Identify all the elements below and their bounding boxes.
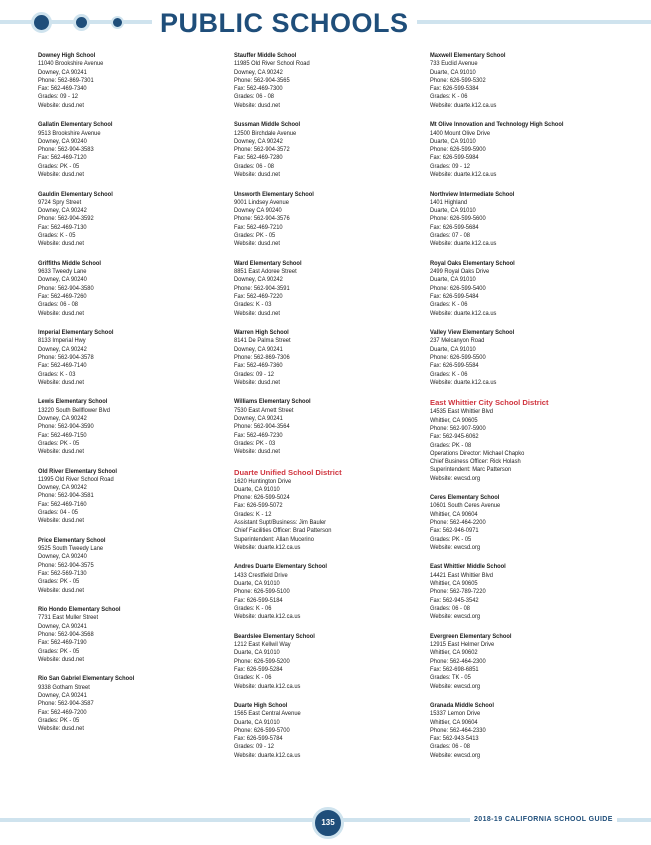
entry-line: Fax: 626-599-5984 [430,154,479,162]
entry-line: Phone: 562-904-3576 [234,215,290,223]
entry-line[interactable]: Website: dusd.net [234,448,280,456]
entry-line: 2499 Royal Oaks Drive [430,268,490,276]
entry-line: Whittier, CA 90604 [430,510,478,518]
entry-line: Phone: 626-599-5024 [234,494,290,502]
entry-line: 12915 East Helmer Drive [430,641,495,649]
entry-line: Phone: 626-599-5700 [234,726,290,734]
entry-line: Downey, CA 90242 [234,68,283,76]
entry-line: 1433 Crestfield Drive [234,571,288,579]
school-entry [430,260,630,318]
entry-line: Phone: 562-904-3575 [38,561,94,569]
entry-line: Phone: 562-907-5900 [430,424,486,432]
school-name: Maxwell Elementary School [430,52,506,59]
guide-title-box [470,814,617,826]
entry-line: 14421 East Whittier Blvd [430,571,493,579]
school-entry [38,260,228,318]
entry-line: Fax: 562-943-5413 [430,735,479,743]
entry-line: Phone: 562-904-3564 [234,423,290,431]
entry-line: 7530 East Arnett Street [234,406,294,414]
entry-line: Phone: 562-464-2200 [430,519,486,527]
school-entry [234,563,424,621]
entry-line[interactable]: Website: dusd.net [38,101,84,109]
school-entry [234,633,424,691]
school-name: East Whittier Middle School [430,563,506,571]
school-name: Downey High School [38,52,96,59]
entry-line: 9633 Tweedy Lane [38,268,87,276]
entry-line: Duarte, CA 91010 [430,276,476,284]
school-entry [38,537,228,595]
entry-line: Grades: K - 03 [38,370,76,378]
school-entry [430,702,630,760]
entry-line: Phone: 626-599-5200 [234,657,290,665]
school-entry [430,52,630,110]
entry-line[interactable]: Website: ewcsd.org [430,543,481,551]
school-entry [234,121,424,179]
entry-line: Fax: 562-469-7190 [38,639,87,647]
entry-line: Duarte, CA 91010 [430,68,476,76]
entry-line[interactable]: Website: dusd.net [38,171,84,179]
entry-line: Fax: 562-469-7210 [234,223,283,231]
entry-line: Grades: 09 - 12 [234,743,274,751]
entry-line: Duarte, CA 91010 [430,137,476,145]
entry-line: 1620 Huntington Drive [234,477,292,485]
entry-line: Fax: 626-599-5072 [234,502,283,510]
entry-line: Duarte, CA 91010 [234,485,280,493]
entry-line: Assistant Supt/Business: Jim Bauler [234,519,327,527]
entry-line[interactable]: Website: dusd.net [234,378,280,386]
entry-line[interactable]: Website: dusd.net [38,309,84,317]
entry-line: Fax: 562-946-0971 [430,527,479,535]
school-name: Lewis Elementary School [38,398,108,406]
school-name: Rio Hondo Elementary School [38,606,121,614]
entry-line: Downey, CA 90240 [38,553,87,561]
entry-line: Grades: 06 - 08 [234,93,274,101]
entry-line: Fax: 562-945-3542 [430,596,479,604]
entry-line: Operations Director: Michael Chapko [430,449,525,457]
entry-line: Downey, CA 90242 [38,414,87,422]
school-name: Northview Intermediate School [430,190,515,198]
school-name: Unsworth Elementary School [234,190,314,198]
entry-line[interactable]: Website: duarte.k12.ca.us [234,682,301,690]
entry-line: Phone: 562-464-2330 [430,726,486,734]
entry-line[interactable]: Website: duarte.k12.ca.us [430,240,497,248]
entry-line: Grades: 06 - 08 [38,301,78,309]
entry-line: 1400 Mount Olive Drive [430,129,491,137]
entry-line: 9338 Gotham Street [38,683,90,691]
school-name: Duarte High School [234,701,288,709]
entry-line: Grades: K - 06 [430,370,468,378]
school-entry [38,329,228,387]
entry-line: 9001 Lindsey Avenue [234,198,289,206]
school-name: Imperial Elementary School [38,329,114,337]
entry-line: Downey, CA 90241 [38,691,87,699]
school-name: Williams Elementary School [234,398,311,406]
entry-line: Fax: 562-469-7260 [38,292,87,300]
school-entry [430,329,630,387]
school-entry [38,121,228,179]
entry-line[interactable]: Website: dusd.net [38,655,84,663]
entry-line: Grades: 06 - 08 [430,604,470,612]
entry-line: Fax: 562-469-7160 [38,500,87,508]
entry-line: 8141 De Palma Street [234,337,291,345]
entry-line: 9724 Spry Street [38,198,82,206]
entry-line: Grades: 04 - 05 [38,509,78,517]
entry-line: Downey, CA 90241 [38,622,87,630]
entry-line: Grades: PK - 05 [38,162,80,170]
entry-line: Downey, CA 90241 [234,345,283,353]
entry-line: Downey, CA 90242 [38,345,87,353]
school-entry [38,398,228,456]
entry-line: Duarte, CA 91010 [430,345,476,353]
entry-line: Phone: 626-599-5600 [430,215,486,223]
entry-line: Fax: 626-599-5484 [430,292,479,300]
school-name: Gallatin Elementary School [38,121,113,129]
entry-line: Fax: 562-469-7360 [234,362,283,370]
entry-line: Grades: K - 06 [234,674,272,682]
entry-line: Duarte, CA 91010 [234,580,280,588]
directory-column-3 [430,52,630,771]
school-name: Ceres Elementary School [430,494,500,502]
entry-line: 11985 Old River School Road [234,60,310,68]
entry-line: Grades: 09 - 12 [38,93,78,101]
entry-line: Grades: K - 05 [38,232,76,240]
entry-line: Downey, CA 90242 [38,207,87,215]
entry-line: Fax: 626-599-5384 [430,85,479,93]
entry-line: Whittier, CA 90605 [430,416,478,424]
entry-line[interactable]: Website: duarte.k12.ca.us [234,613,301,621]
entry-line: Grades: 07 - 08 [430,232,470,240]
entry-line: Phone: 562-904-3565 [234,76,290,84]
school-entry [38,52,228,110]
entry-line[interactable]: Website: ewcsd.org [430,613,481,621]
entry-line: Downey, CA 90241 [234,414,283,422]
school-name: Mt Olive Innovation and Technology High School [430,121,564,129]
entry-line: 12500 Birchdale Avenue [234,129,297,137]
entry-line: Phone: 562-904-3583 [38,146,94,154]
school-name: Price Elementary School [38,536,106,544]
school-entry [234,702,424,760]
district-entry [430,398,630,483]
page-number: 135 [312,807,344,839]
page-title: PUBLIC SCHOOLS [160,8,409,38]
school-entry [430,494,630,552]
school-name: Warren High School [234,329,289,337]
school-entry [430,563,630,621]
entry-line: Phone: 562-904-3568 [38,631,94,639]
entry-line: Phone: 562-904-3590 [38,423,94,431]
entry-line: Downey, CA 90242 [234,137,283,145]
entry-line: Grades: PK - 05 [234,232,276,240]
entry-line: Fax: 562-469-7300 [234,85,283,93]
entry-line: Downey, CA 90242 [234,276,283,284]
entry-line: Superintendent: Marc Patterson [430,466,512,474]
school-name: Gauldin Elementary School [38,190,113,198]
entry-line: Whittier, CA 90602 [430,649,478,657]
entry-line: Grades: K - 03 [234,301,272,309]
entry-line: Downey, CA 90240 [38,276,87,284]
school-name: Beardslee Elementary School [234,632,315,640]
school-name: Evergreen Elementary School [430,632,512,640]
entry-line: Phone: 562-904-3591 [234,284,290,292]
entry-line: Phone: 562-464-2300 [430,657,486,665]
entry-line: Phone: 562-869-7301 [38,76,94,84]
entry-line: Phone: 562-904-3581 [38,492,94,500]
entry-line[interactable]: Website: dusd.net [38,725,84,733]
entry-line[interactable]: Website: dusd.net [38,240,84,248]
school-entry [430,191,630,249]
entry-line: Grades: PK - 05 [38,716,80,724]
school-name: Stauffer Middle School [234,52,297,59]
entry-line: Phone: 562-904-3580 [38,284,94,292]
entry-line[interactable]: Website: duarte.k12.ca.us [430,171,497,179]
entry-line: Grades: PK - 05 [38,578,80,586]
entry-line[interactable]: Website: ewcsd.org [430,474,481,482]
entry-line: Superintendent: Allan Mucerino [234,535,314,543]
entry-line: Phone: 562-869-7306 [234,353,290,361]
entry-line: Fax: 562-469-7130 [38,223,87,231]
entry-line: Phone: 562-789-7220 [430,588,486,596]
entry-line: Phone: 626-599-5100 [234,588,290,596]
entry-line: Chief Business Officer: Rick Holash [430,458,521,466]
entry-line: Phone: 562-904-3587 [38,700,94,708]
school-name: Old River Elementary School [38,467,117,475]
entry-line: 8133 Imperial Hwy [38,337,86,345]
entry-line: Fax: 562-469-7140 [38,362,87,370]
entry-line[interactable]: Website: dusd.net [234,240,280,248]
entry-line: Grades: PK - 08 [430,441,472,449]
entry-line: Grades: PK - 05 [430,535,472,543]
entry-line: Phone: 626-599-5900 [430,146,486,154]
entry-line: Downey CA 90240 [234,207,282,215]
school-name: Granada Middle School [430,701,494,709]
header-dot-large [31,12,52,33]
entry-line: 13220 South Bellflower Blvd [38,406,110,414]
school-name: Sussman Middle School [234,121,301,129]
entry-line: Duarte, CA 91010 [430,207,476,215]
entry-line: Fax: 562-945-6062 [430,433,479,441]
school-name: Valley View Elementary School [430,329,515,337]
directory-column-2 [234,52,424,771]
entry-line[interactable]: Website: duarte.k12.ca.us [430,378,497,386]
entry-line: Fax: 626-599-5584 [430,362,479,370]
entry-line: 1401 Highland [430,198,468,206]
school-entry [38,191,228,249]
entry-line: Whittier, CA 90604 [430,718,478,726]
entry-line: Phone: 626-599-5302 [430,76,486,84]
entry-line: Grades: K - 06 [234,604,272,612]
entry-line: 1565 East Central Avenue [234,710,301,718]
school-entry [234,398,424,456]
school-entry [234,191,424,249]
entry-line: Fax: 562-698-6851 [430,665,479,673]
entry-line: 11040 Brookshire Avenue [38,60,104,68]
entry-line: 237 Melcanyon Road [430,337,485,345]
entry-line[interactable]: Website: dusd.net [38,517,84,525]
entry-line: Fax: 626-599-5784 [234,735,283,743]
entry-line: Fax: 562-469-7150 [38,431,87,439]
entry-line: Fax: 562-569-7130 [38,570,87,578]
entry-line: 11995 Old River School Road [38,475,114,483]
school-name: Ward Elementary School [234,259,302,267]
entry-line: Fax: 562-469-7280 [234,154,283,162]
entry-line: Fax: 626-599-5284 [234,665,283,673]
entry-line[interactable]: Website: dusd.net [38,586,84,594]
school-entry [38,468,228,526]
entry-line: 733 Euclid Avenue [430,60,478,68]
entry-line[interactable]: Website: duarte.k12.ca.us [234,543,301,551]
entry-line: Downey, CA 90242 [38,484,87,492]
entry-line: Fax: 626-599-5184 [234,596,283,604]
entry-line: Fax: 562-469-7120 [38,154,87,162]
school-name: Rio San Gabriel Elementary School [38,675,135,683]
header-dot-small [111,16,124,29]
entry-line: Chief Facilities Officer: Brad Patterson [234,527,332,535]
entry-line: Grades: PK - 03 [234,439,276,447]
district-name: East Whittier City School District [430,398,549,408]
entry-line: Grades: TK - 05 [430,674,471,682]
guide-title: 2018-19 CALIFORNIA SCHOOL GUIDE [474,816,613,823]
school-name: Griffiths Middle School [38,259,101,267]
entry-line: Grades: 09 - 12 [234,370,274,378]
school-entry [430,633,630,691]
entry-line: Phone: 562-904-3592 [38,215,94,223]
entry-line: 15337 Lemon Drive [430,710,481,718]
entry-line[interactable]: Website: duarte.k12.ca.us [430,309,497,317]
entry-line: Fax: 562-469-7200 [38,708,87,716]
entry-line: 10601 South Ceres Avenue [430,502,501,510]
entry-line[interactable]: Website: dusd.net [234,309,280,317]
directory-column-1 [38,52,228,745]
entry-line: Whittier, CA 90605 [430,580,478,588]
entry-line: 14535 East Whittier Blvd [430,408,493,416]
entry-line[interactable]: Website: dusd.net [38,378,84,386]
entry-line: Grades: PK - 05 [38,439,80,447]
header-dot-medium [73,14,90,31]
entry-line: Phone: 562-904-3572 [234,146,290,154]
district-name: Duarte Unified School District [234,467,342,477]
entry-line: Duarte, CA 91010 [234,649,280,657]
entry-line: Grades: 06 - 08 [430,743,470,751]
entry-line: 9513 Brookshire Avenue [38,129,101,137]
school-entry [38,675,228,733]
entry-line[interactable]: Website: dusd.net [234,171,280,179]
entry-line: Grades: K - 06 [430,301,468,309]
entry-line: Grades: 09 - 12 [430,162,470,170]
entry-line: Phone: 626-599-5400 [430,284,486,292]
entry-line: 8851 East Adoree Street [234,268,297,276]
entry-line: Grades: K - 06 [430,93,468,101]
entry-line[interactable]: Website: ewcsd.org [430,751,481,759]
entry-line: Downey, CA 90241 [38,68,87,76]
entry-line: Phone: 626-599-5500 [430,353,486,361]
entry-line: Fax: 562-469-7230 [234,431,283,439]
entry-line[interactable]: Website: duarte.k12.ca.us [234,751,301,759]
district-entry [234,468,424,553]
entry-line: 9525 South Tweedy Lane [38,545,104,553]
entry-line: Grades: PK - 05 [38,647,80,655]
school-entry [234,260,424,318]
entry-line: Duarte, CA 91010 [234,718,280,726]
entry-line: Phone: 562-904-3578 [38,353,94,361]
entry-line[interactable]: Website: dusd.net [38,448,84,456]
entry-line: Fax: 562-469-7340 [38,85,87,93]
page-title-box [152,6,417,40]
school-name: Royal Oaks Elementary School [430,259,515,267]
entry-line: 7731 East Muller Street [38,614,99,622]
entry-line: Fax: 562-469-7220 [234,292,283,300]
school-entry [234,52,424,110]
entry-line: Fax: 626-599-5684 [430,223,479,231]
school-entry [234,329,424,387]
entry-line: Grades: K - 12 [234,510,272,518]
school-name: Andres Duarte Elementary School [234,563,328,571]
entry-line[interactable]: Website: ewcsd.org [430,682,481,690]
entry-line[interactable]: Website: duarte.k12.ca.us [430,101,497,109]
entry-line: Downey, CA 90240 [38,137,87,145]
entry-line[interactable]: Website: dusd.net [234,101,280,109]
entry-line: Grades: 06 - 08 [234,162,274,170]
school-entry [430,121,630,179]
entry-line: 1212 East Kellwil Way [234,641,291,649]
school-entry [38,606,228,664]
